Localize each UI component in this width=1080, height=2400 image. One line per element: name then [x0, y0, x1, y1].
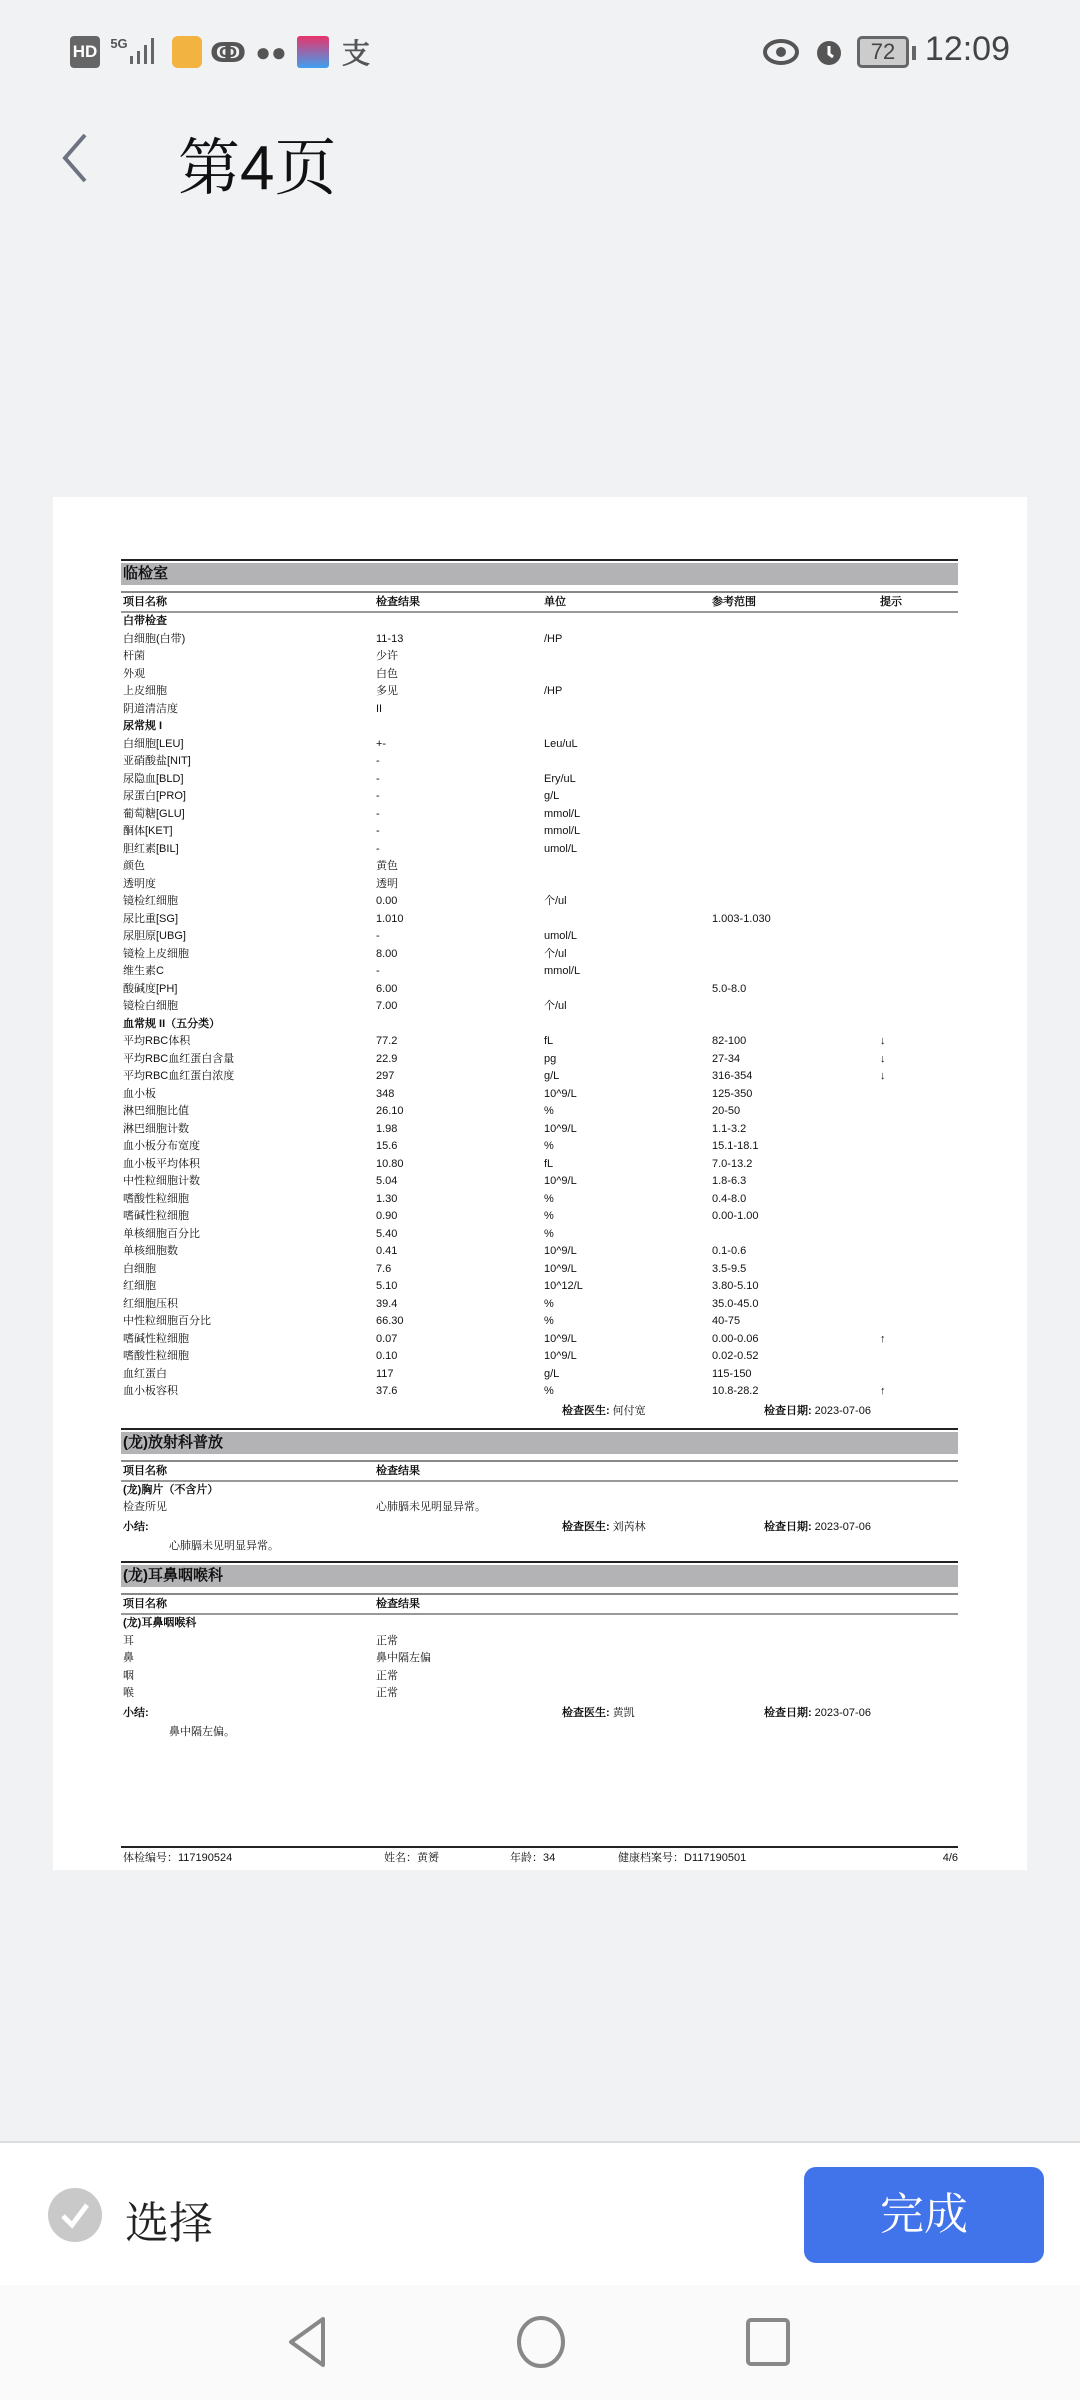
item-name: 尿常规 I: [123, 720, 163, 732]
signature-row: [121, 1703, 958, 1724]
clock: 12:09: [924, 30, 1010, 68]
item-result: 6.00: [376, 982, 398, 995]
item-unit: umol/L: [544, 842, 578, 855]
item-name: 尿隐血[BLD]: [123, 772, 184, 785]
alipay-icon: 支: [341, 38, 370, 69]
section-divider: [121, 1561, 958, 1563]
date-info: [764, 1517, 871, 1538]
item-name: (龙)胸片（不含片）: [123, 1483, 219, 1496]
item-result: -: [376, 965, 380, 977]
item-name: 尿蛋白[PRO]: [123, 790, 186, 802]
table-row: [121, 1633, 958, 1651]
item-unit: fL: [544, 1157, 554, 1170]
eye-comfort-icon: [762, 36, 800, 68]
item-unit: %: [544, 1227, 554, 1240]
item-result: -: [376, 825, 380, 837]
nav-back-icon[interactable]: [285, 2315, 331, 2369]
section-title: 临检室: [121, 563, 958, 585]
table-row: [121, 911, 958, 929]
item-flag: ↑: [880, 1385, 886, 1397]
item-name: 葡萄糖[GLU]: [123, 807, 185, 820]
table-row: [121, 1033, 958, 1051]
item-result: 5.40: [376, 1227, 398, 1240]
status-bar: [0, 0, 1080, 100]
table-row: [121, 648, 958, 666]
item-name: 镜检白细胞: [123, 1000, 178, 1012]
done-button[interactable]: 完成: [804, 2167, 1044, 2263]
item-result: 鼻中隔左偏: [376, 1652, 431, 1664]
item-unit: 10^9/L: [544, 1262, 577, 1275]
item-result: 1.98: [376, 1122, 398, 1135]
item-unit: 个/ul: [544, 1000, 567, 1012]
table-row: [121, 893, 958, 911]
item-result: 正常: [376, 1687, 398, 1699]
table-row: [121, 753, 958, 771]
group-header-row: [121, 1615, 958, 1633]
item-range: 0.02-0.52: [712, 1350, 759, 1362]
item-range: 3.5-9.5: [712, 1262, 747, 1275]
date-label: 检查日期:: [764, 1706, 812, 1719]
column-header-row: [121, 1460, 958, 1482]
column-header: 单位: [544, 596, 566, 608]
item-result: 正常: [376, 1669, 398, 1682]
column-header: 项目名称: [123, 596, 167, 608]
item-unit: fL: [544, 1035, 554, 1047]
item-result: 66.30: [376, 1315, 404, 1327]
column-header: 检查结果: [376, 596, 420, 608]
summary-label: 小结:: [123, 1520, 149, 1533]
item-result: 39.4: [376, 1297, 398, 1310]
item-name: 血小板平均体积: [123, 1157, 200, 1170]
table-row: [121, 1138, 958, 1156]
nav-home-icon[interactable]: [516, 2315, 566, 2369]
item-unit: Ery/uL: [544, 772, 576, 785]
column-header: 项目名称: [123, 1464, 167, 1477]
signal-icon: [108, 36, 160, 68]
exam-date: 2023-07-06: [814, 1706, 871, 1719]
group-header-row: [121, 613, 958, 631]
item-name: 嗜酸性粒细胞: [123, 1192, 189, 1205]
table-row: [121, 666, 958, 684]
item-range: 1.1-3.2: [712, 1122, 747, 1135]
item-result: 117: [376, 1367, 394, 1380]
item-name: 中性粒细胞百分比: [123, 1315, 211, 1327]
table-row: [121, 981, 958, 999]
item-result: 37.6: [376, 1385, 398, 1397]
select-checkbox[interactable]: [48, 2188, 102, 2242]
item-result: 10.80: [376, 1157, 404, 1170]
column-header: 检查结果: [376, 1464, 420, 1477]
bottom-action-bar: [0, 2141, 1080, 2285]
item-result: 22.9: [376, 1052, 398, 1065]
group-header-row: [121, 1482, 958, 1500]
table-row: [121, 806, 958, 824]
table-row: [121, 1121, 958, 1139]
item-name: 维生素C: [123, 965, 164, 977]
column-header-row: [121, 1593, 958, 1615]
item-unit: /HP: [544, 632, 563, 645]
doctor-info: [562, 1703, 635, 1724]
item-unit: /HP: [544, 685, 563, 697]
table-row: [121, 928, 958, 946]
item-name: 嗜酸性粒细胞: [123, 1350, 189, 1362]
item-unit: %: [544, 1140, 554, 1152]
item-range: 15.1-18.1: [712, 1140, 759, 1152]
item-range: 27-34: [712, 1052, 741, 1065]
date-label: 检查日期:: [764, 1404, 812, 1417]
item-range: 0.00-1.00: [712, 1210, 759, 1222]
item-unit: %: [544, 1105, 554, 1117]
item-result: -: [376, 772, 380, 785]
table-row: [121, 963, 958, 981]
section-divider: [121, 1428, 958, 1430]
table-row: [121, 1383, 958, 1401]
item-result: 7.00: [376, 1000, 398, 1012]
page-number: 4/6: [942, 1852, 958, 1864]
item-range: 40-75: [712, 1315, 741, 1327]
table-row: [121, 1051, 958, 1069]
date-info: [764, 1703, 871, 1724]
item-unit: %: [544, 1210, 554, 1222]
page-footer: [121, 1846, 958, 1868]
item-name: 亚硝酸盐[NIT]: [123, 755, 191, 767]
item-result: 心肺膈未见明显异常。: [376, 1501, 486, 1513]
item-result: +-: [376, 737, 387, 750]
table-row: [121, 858, 958, 876]
item-result: 白色: [376, 667, 398, 680]
table-row: [121, 1668, 958, 1686]
item-result: 透明: [376, 877, 398, 890]
item-name: 血小板容积: [123, 1385, 178, 1397]
item-flag: ↓: [880, 1070, 886, 1082]
table-row: [121, 631, 958, 649]
item-unit: 10^9/L: [544, 1350, 577, 1362]
chevron-left-icon: [55, 125, 95, 185]
item-name: 白细胞: [123, 1262, 156, 1275]
item-name: 中性粒细胞计数: [123, 1175, 200, 1187]
item-result: 1.30: [376, 1192, 398, 1205]
item-name: 颜色: [123, 860, 145, 872]
item-name: 平均RBC血红蛋白浓度: [123, 1070, 235, 1082]
table-row: [121, 1086, 958, 1104]
item-unit: %: [544, 1315, 554, 1327]
item-result: 77.2: [376, 1035, 398, 1047]
item-range: 7.0-13.2: [712, 1157, 753, 1170]
item-unit: pg: [544, 1052, 557, 1065]
item-name: 嗜碱性粒细胞: [123, 1332, 189, 1345]
group-header-row: [121, 718, 958, 736]
table-row: [121, 876, 958, 894]
doctor-label: 检查医生:: [562, 1706, 610, 1719]
record-number: 健康档案号：D117190501: [618, 1852, 747, 1864]
column-header-row: [121, 591, 958, 613]
hd-icon: HD: [70, 36, 100, 68]
table-row: [121, 1278, 958, 1296]
summary-text: 鼻中隔左偏。: [169, 1725, 235, 1738]
item-range: 0.00-0.06: [712, 1332, 759, 1345]
section-title: (龙)放射科普放: [121, 1432, 958, 1454]
item-result: 0.10: [376, 1350, 398, 1362]
table-row: [121, 771, 958, 789]
doctor-label: 检查医生:: [562, 1404, 610, 1417]
summary-label: 小结:: [123, 1706, 149, 1719]
table-row: [121, 1331, 958, 1349]
group-header-row: [121, 1016, 958, 1034]
date-info: [764, 1401, 871, 1422]
item-unit: mmol/L: [544, 825, 581, 837]
item-result: 7.6: [376, 1262, 392, 1275]
app-notification-icon: [297, 36, 329, 68]
item-result: 8.00: [376, 947, 398, 960]
item-unit: Leu/uL: [544, 737, 578, 750]
item-result: -: [376, 930, 380, 942]
item-unit: mmol/L: [544, 807, 581, 820]
table-row: [121, 1191, 958, 1209]
item-range: 1.8-6.3: [712, 1175, 747, 1187]
item-range: 125-350: [712, 1087, 753, 1100]
table-row: [121, 1103, 958, 1121]
item-name: 嗜碱性粒细胞: [123, 1210, 189, 1222]
table-row: [121, 1348, 958, 1366]
item-range: 316-354: [712, 1070, 753, 1082]
table-row: [121, 1156, 958, 1174]
exam-number: 体检编号：117190524: [123, 1852, 233, 1864]
item-unit: 10^9/L: [544, 1245, 577, 1257]
select-label[interactable]: 选择: [125, 2199, 213, 2248]
item-unit: g/L: [544, 1070, 560, 1082]
table-row: [121, 998, 958, 1016]
table-row: [121, 736, 958, 754]
column-header: 检查结果: [376, 1598, 420, 1610]
item-result: 5.04: [376, 1175, 398, 1187]
table-row: [121, 1208, 958, 1226]
item-name: 胆红素[BIL]: [123, 842, 179, 855]
item-name: 阴道清洁度: [123, 702, 178, 715]
network-type: 5G: [110, 36, 128, 51]
report-content: [121, 559, 958, 1741]
item-result: 15.6: [376, 1140, 398, 1152]
item-range: 3.80-5.10: [712, 1280, 759, 1292]
item-result: -: [376, 790, 380, 802]
table-row: [121, 701, 958, 719]
item-result: 少许: [376, 650, 398, 662]
item-unit: 10^9/L: [544, 1122, 577, 1135]
wallet-app-icon: [172, 36, 202, 68]
exam-date: 2023-07-06: [814, 1520, 871, 1533]
item-name: 白细胞[LEU]: [123, 737, 184, 750]
table-row: [121, 841, 958, 859]
table-row: [121, 1650, 958, 1668]
item-unit: g/L: [544, 1367, 560, 1380]
item-unit: 10^12/L: [544, 1280, 583, 1292]
item-unit: 10^9/L: [544, 1087, 577, 1100]
item-flag: ↑: [880, 1332, 886, 1345]
column-header: 参考范围: [712, 596, 756, 608]
item-name: 镜检红细胞: [123, 895, 178, 907]
item-name: 外观: [123, 667, 145, 680]
item-result: 5.10: [376, 1280, 398, 1292]
item-result: -: [376, 807, 380, 820]
item-range: 0.4-8.0: [712, 1192, 747, 1205]
item-result: 0.41: [376, 1245, 398, 1257]
report-section: [121, 559, 958, 1422]
alarm-icon: [812, 36, 846, 68]
exam-date: 2023-07-06: [814, 1404, 871, 1417]
table-row: [121, 1261, 958, 1279]
item-result: 297: [376, 1070, 395, 1082]
item-unit: g/L: [544, 790, 560, 802]
item-result: 11-13: [376, 632, 404, 645]
signature-row: [121, 1401, 958, 1422]
item-name: 酸碱度[PH]: [123, 982, 178, 995]
item-result: II: [376, 702, 383, 715]
item-flag: ↓: [880, 1052, 886, 1065]
table-row: [121, 788, 958, 806]
item-name: 喉: [123, 1687, 134, 1699]
report-section: [121, 1561, 958, 1741]
document-page[interactable]: [53, 497, 1027, 1870]
item-name: 单核细胞百分比: [123, 1227, 200, 1240]
item-result: -: [376, 755, 380, 767]
table-row: [121, 1685, 958, 1703]
item-name: 淋巴细胞计数: [123, 1122, 189, 1135]
check-icon: [48, 2188, 102, 2242]
item-name: 淋巴细胞比值: [123, 1105, 189, 1117]
wechat-icon: ●●: [255, 36, 287, 67]
item-result: 0.00: [376, 895, 398, 907]
health-app-icon: ↂ: [209, 36, 247, 68]
item-name: 镜检上皮细胞: [123, 947, 189, 960]
item-result: 0.90: [376, 1210, 398, 1222]
item-range: 35.0-45.0: [712, 1297, 759, 1310]
item-name: 白细胞(白带): [123, 632, 186, 645]
item-name: 鼻: [123, 1652, 134, 1664]
item-name: 血小板分布宽度: [123, 1140, 200, 1152]
item-name: 红细胞: [123, 1280, 156, 1292]
table-row: [121, 683, 958, 701]
item-result: 1.010: [376, 912, 404, 925]
patient-age: 年龄：34: [510, 1852, 556, 1864]
item-name: 平均RBC血红蛋白含量: [123, 1052, 235, 1065]
item-unit: %: [544, 1192, 554, 1205]
table-row: [121, 1499, 958, 1517]
doctor-name: 何付宽: [612, 1404, 646, 1417]
doctor-info: [562, 1401, 646, 1422]
item-range: 0.1-0.6: [712, 1245, 747, 1257]
item-name: 透明度: [123, 877, 156, 890]
item-name: 单核细胞数: [123, 1245, 178, 1257]
table-row: [121, 1243, 958, 1261]
doctor-name: 黄凯: [612, 1706, 635, 1719]
item-result: -: [376, 842, 380, 855]
table-row: [121, 1173, 958, 1191]
table-row: [121, 1366, 958, 1384]
nav-recents-icon[interactable]: [745, 2317, 791, 2367]
section-title: (龙)耳鼻咽喉科: [121, 1565, 958, 1587]
item-name: 红细胞压积: [123, 1297, 178, 1310]
summary-text: 心肺膈未见明显异常。: [169, 1539, 279, 1552]
item-name: 耳: [123, 1634, 134, 1647]
item-range: 20-50: [712, 1105, 741, 1117]
item-unit: mmol/L: [544, 965, 581, 977]
item-name: 检查所见: [123, 1501, 167, 1513]
page-title: 第4页: [178, 134, 337, 203]
item-name: 酮体[KET]: [123, 825, 173, 837]
item-name: 杆菌: [123, 650, 145, 662]
date-label: 检查日期:: [764, 1520, 812, 1533]
item-name: 血红蛋白: [123, 1367, 167, 1380]
report-section: [121, 1428, 958, 1556]
item-result: 26.10: [376, 1105, 404, 1117]
item-name: 尿胆原[UBG]: [123, 930, 186, 942]
table-row: [121, 1226, 958, 1244]
column-header: 项目名称: [123, 1598, 167, 1610]
doctor-info: [562, 1517, 646, 1538]
item-unit: 10^9/L: [544, 1175, 577, 1187]
table-row: [121, 823, 958, 841]
item-unit: umol/L: [544, 930, 578, 942]
item-result: 0.07: [376, 1332, 398, 1345]
item-unit: 个/ul: [544, 895, 567, 907]
signature-row: [121, 1517, 958, 1538]
table-row: [121, 1313, 958, 1331]
item-range: 5.0-8.0: [712, 982, 747, 995]
table-row: [121, 1068, 958, 1086]
item-name: (龙)耳鼻咽喉科: [123, 1617, 197, 1629]
item-name: 尿比重[SG]: [123, 912, 179, 925]
item-unit: %: [544, 1385, 554, 1397]
patient-name: 姓名：黄赟: [384, 1852, 439, 1864]
item-range: 1.003-1.030: [712, 912, 771, 925]
item-result: 黄色: [376, 860, 398, 872]
battery-icon: 72: [857, 36, 909, 68]
table-row: [121, 1296, 958, 1314]
item-name: 上皮细胞: [123, 685, 167, 697]
item-result: 正常: [376, 1634, 398, 1647]
item-name: 血常规 II（五分类）: [123, 1017, 221, 1030]
section-divider: [121, 559, 958, 561]
item-range: 82-100: [712, 1035, 747, 1047]
item-result: 348: [376, 1087, 395, 1100]
item-unit: 个/ul: [544, 947, 567, 960]
table-row: [121, 946, 958, 964]
navigation-bar: [0, 2285, 1080, 2400]
item-unit: 10^9/L: [544, 1332, 577, 1345]
item-name: 白带检查: [123, 615, 167, 627]
item-range: 10.8-28.2: [712, 1385, 759, 1397]
item-name: 咽: [123, 1669, 134, 1682]
item-result: 多见: [376, 685, 398, 697]
doctor-label: 检查医生:: [562, 1520, 610, 1533]
item-unit: %: [544, 1297, 554, 1310]
item-name: 血小板: [123, 1087, 156, 1100]
doctor-name: 刘芮林: [612, 1520, 646, 1533]
item-name: 平均RBC体积: [123, 1035, 191, 1047]
item-flag: ↓: [880, 1035, 886, 1047]
item-range: 115-150: [712, 1367, 752, 1380]
column-header: 提示: [880, 596, 902, 608]
back-button[interactable]: [55, 125, 95, 185]
